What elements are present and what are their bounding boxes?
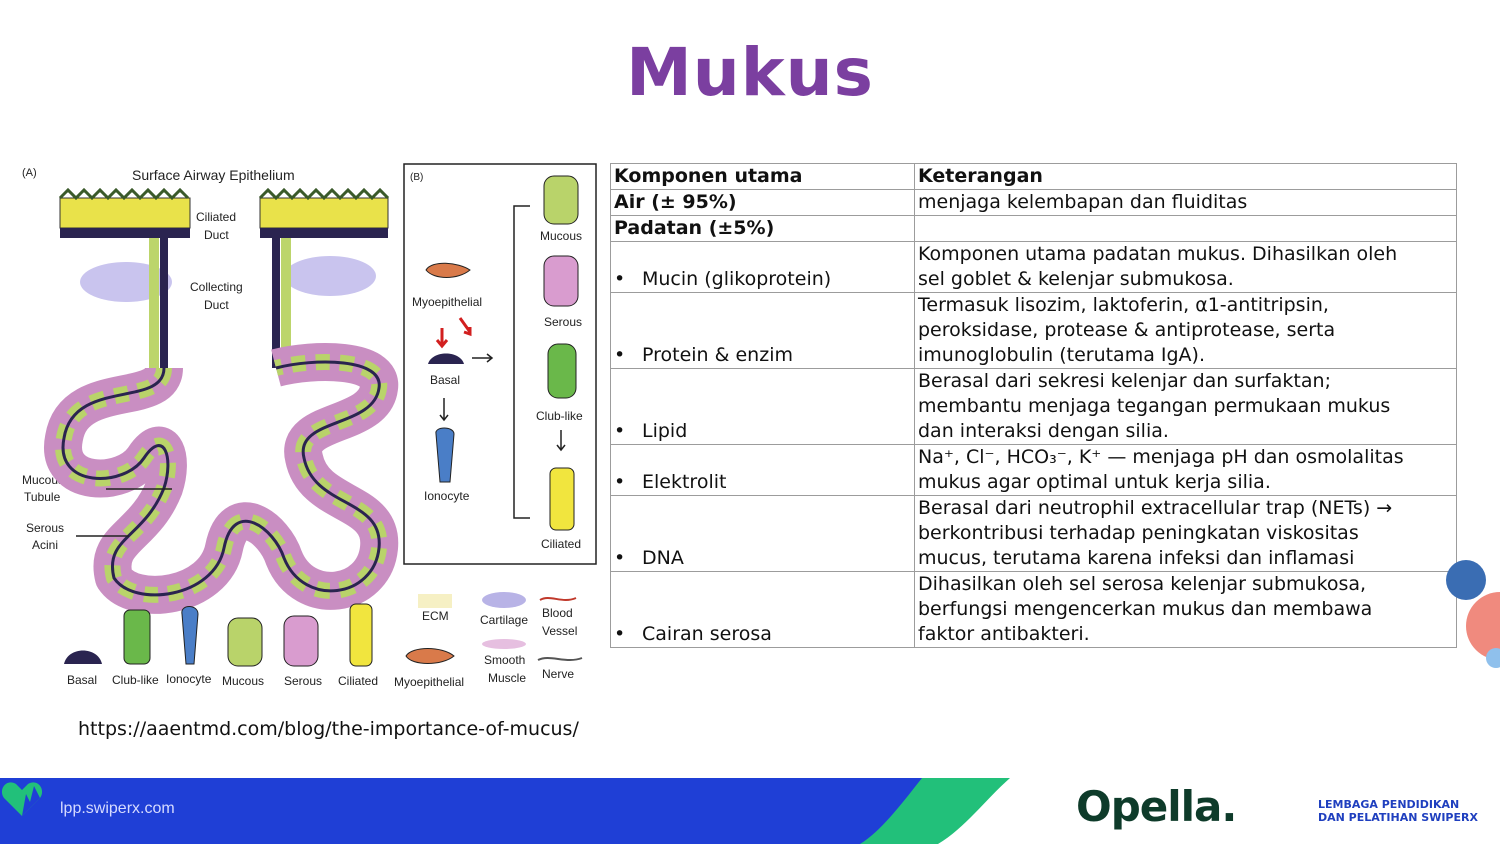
label-mucous-b: Mucous	[540, 229, 583, 243]
legend-blood-vessel-2: Vessel	[542, 624, 578, 638]
description-line: faktor antibakteri.	[918, 623, 1090, 645]
blood-vessel-swatch	[540, 598, 576, 600]
footer-background	[0, 778, 1500, 844]
row-label	[611, 293, 915, 369]
label-serous-acini-2: Acini	[32, 538, 59, 552]
row-label-text: Cairan serosa	[642, 623, 772, 645]
legend-ionocyte: Ionocyte	[166, 672, 212, 686]
legend-blood-vessel-1: Blood	[542, 606, 573, 620]
bullet: •	[614, 623, 626, 645]
description-line: Komponen utama padatan mukus. Dihasilkan oleh	[918, 243, 1398, 265]
airway-illustration	[14, 158, 600, 698]
table-row	[611, 496, 1457, 572]
panel-a-title: Surface Airway Epithelium	[132, 167, 295, 183]
row-label	[611, 242, 915, 293]
header-component: Komponen utama	[611, 164, 915, 190]
label-collecting-duct-2: Duct	[204, 298, 229, 312]
description-line: dan interaksi dengan silia.	[918, 420, 1169, 442]
ciliated-cell	[550, 468, 574, 530]
description-line: berkontribusi terhadap peningkatan viskositas	[918, 522, 1359, 544]
row-description	[915, 216, 1457, 242]
org-name	[1318, 798, 1478, 824]
description-line: Na⁺, Cl⁻, HCO₃⁻, K⁺ — menjaga pH dan osmolalitas	[918, 446, 1404, 468]
table-row	[611, 445, 1457, 496]
row-label: Padatan (±5%)	[611, 216, 915, 242]
row-description	[915, 572, 1457, 648]
row-label	[611, 572, 915, 648]
club-like-cell	[548, 344, 576, 398]
description-line: Dihasilkan oleh sel serosa kelenjar submukosa,	[918, 573, 1367, 595]
label-ionocyte: Ionocyte	[424, 489, 470, 503]
description-line: berfungsi mengencerkan mukus dan membawa	[918, 598, 1373, 620]
bullet: •	[614, 471, 626, 493]
opella-logo: Opella.	[1076, 782, 1237, 831]
label-mucous-tubule-1: Mucous	[22, 473, 65, 487]
label-basal: Basal	[430, 373, 461, 387]
legend-smooth-muscle-2: Muscle	[488, 671, 527, 685]
legend-basal: Basal	[67, 673, 98, 687]
row-description	[915, 242, 1457, 293]
heart-logo-icon	[0, 778, 44, 818]
label-collecting-duct-1: Collecting	[190, 280, 243, 294]
myoepithelial-cell	[426, 263, 470, 277]
arrow-red-2	[460, 318, 470, 334]
legend-club-like: Club-like	[112, 673, 159, 687]
smooth-muscle-swatch	[482, 639, 526, 649]
org-name-line-1: LEMBAGA PENDIDIKAN	[1318, 798, 1460, 811]
label-myoepithelial: Myoepithelial	[412, 295, 483, 309]
label-serous-acini-1: Serous	[26, 521, 65, 535]
arrow-basal-right	[472, 354, 492, 362]
bullet: •	[614, 547, 626, 569]
cartilage-right	[284, 256, 376, 296]
row-label: Air (± 95%)	[611, 190, 915, 216]
description-line: mucus, terutama karena infeksi dan inflamasi	[918, 547, 1355, 569]
gland-tubules	[63, 362, 379, 595]
row-label-text: Lipid	[642, 420, 688, 442]
header-description: Keterangan	[915, 164, 1457, 190]
table-row	[611, 369, 1457, 445]
label-mucous-tubule-2: Tubule	[24, 490, 61, 504]
description-line: membantu menjaga tegangan permukaan mukus	[918, 395, 1391, 417]
airway-epithelium-figure	[14, 158, 600, 698]
description-line: Termasuk lisozim, laktoferin, α1-antitripsin,	[918, 294, 1329, 316]
mucus-components-table	[610, 163, 1457, 648]
label-serous-b: Serous	[544, 315, 583, 329]
footer-website[interactable]: lpp.swiperx.com	[60, 800, 175, 817]
ecm-swatch	[418, 594, 452, 608]
description-line: imunoglobulin (terutama IgA).	[918, 344, 1206, 366]
mucous-cell	[544, 176, 578, 224]
source-link[interactable]: https://aaentmd.com/blog/the-importance-of-mucus/	[78, 718, 579, 740]
description-line: peroksidase, protease & antiprotease, serta	[918, 319, 1336, 341]
basal-cell	[428, 354, 464, 365]
bullet: •	[614, 420, 626, 442]
label-ciliated-b: Ciliated	[541, 537, 582, 551]
row-label-text: Elektrolit	[642, 471, 727, 493]
row-description	[915, 496, 1457, 572]
page-title: Mukus	[626, 34, 874, 111]
cell-legend	[64, 604, 454, 666]
row-description: menjaga kelembapan dan fluiditas	[915, 190, 1457, 216]
label-club-like-b: Club-like	[536, 409, 583, 423]
table-row	[611, 242, 1457, 293]
row-label	[611, 369, 915, 445]
row-label-text: Mucin (glikoprotein)	[642, 268, 832, 290]
row-description	[915, 369, 1457, 445]
legend-serous: Serous	[284, 674, 323, 688]
table-row	[611, 216, 1457, 242]
label-ciliated-duct-1: Ciliated	[196, 210, 237, 224]
legend-mucous: Mucous	[222, 674, 265, 688]
row-label	[611, 445, 915, 496]
description-line: mukus agar optimal untuk kerja silia.	[918, 471, 1271, 493]
row-description	[915, 445, 1457, 496]
panel-b-bracket	[514, 206, 530, 518]
legend-myoepithelial: Myoepithelial	[394, 675, 465, 689]
panel-b-label: (B)	[410, 172, 424, 183]
table-row	[611, 572, 1457, 648]
nerve-swatch	[538, 658, 582, 660]
legend-cartilage: Cartilage	[480, 613, 529, 627]
row-label-text: Protein & enzim	[642, 344, 793, 366]
footer-bar	[0, 778, 1500, 844]
table-row	[611, 190, 1457, 216]
table-header-row	[611, 164, 1457, 190]
cartilage-swatch	[482, 592, 526, 608]
row-description	[915, 293, 1457, 369]
description-line: Berasal dari neutrophil extracellular trap (NETs) →	[918, 497, 1393, 519]
legend-ciliated: Ciliated	[338, 674, 379, 688]
ionocyte-cell	[436, 428, 454, 482]
arrow-club-down	[557, 430, 565, 450]
panel-a-label: (A)	[22, 167, 37, 179]
decorative-circles	[1430, 560, 1500, 680]
arrow-red-1	[437, 328, 447, 346]
row-label	[611, 496, 915, 572]
legend-ecm: ECM	[422, 609, 449, 623]
legend-smooth-muscle-1: Smooth	[484, 653, 526, 667]
org-name-line-2: DAN PELATIHAN SWIPERX	[1318, 811, 1478, 824]
legend-nerve: Nerve	[542, 667, 575, 681]
bullet: •	[614, 344, 626, 366]
label-ciliated-duct-2: Duct	[204, 228, 229, 242]
row-label-text: DNA	[642, 547, 684, 569]
arrow-basal-down	[440, 398, 448, 420]
table-row	[611, 293, 1457, 369]
bullet: •	[614, 268, 626, 290]
description-line: Berasal dari sekresi kelenjar dan surfaktan;	[918, 370, 1331, 392]
description-line: sel goblet & kelenjar submukosa.	[918, 268, 1234, 290]
serous-cell	[544, 256, 578, 306]
